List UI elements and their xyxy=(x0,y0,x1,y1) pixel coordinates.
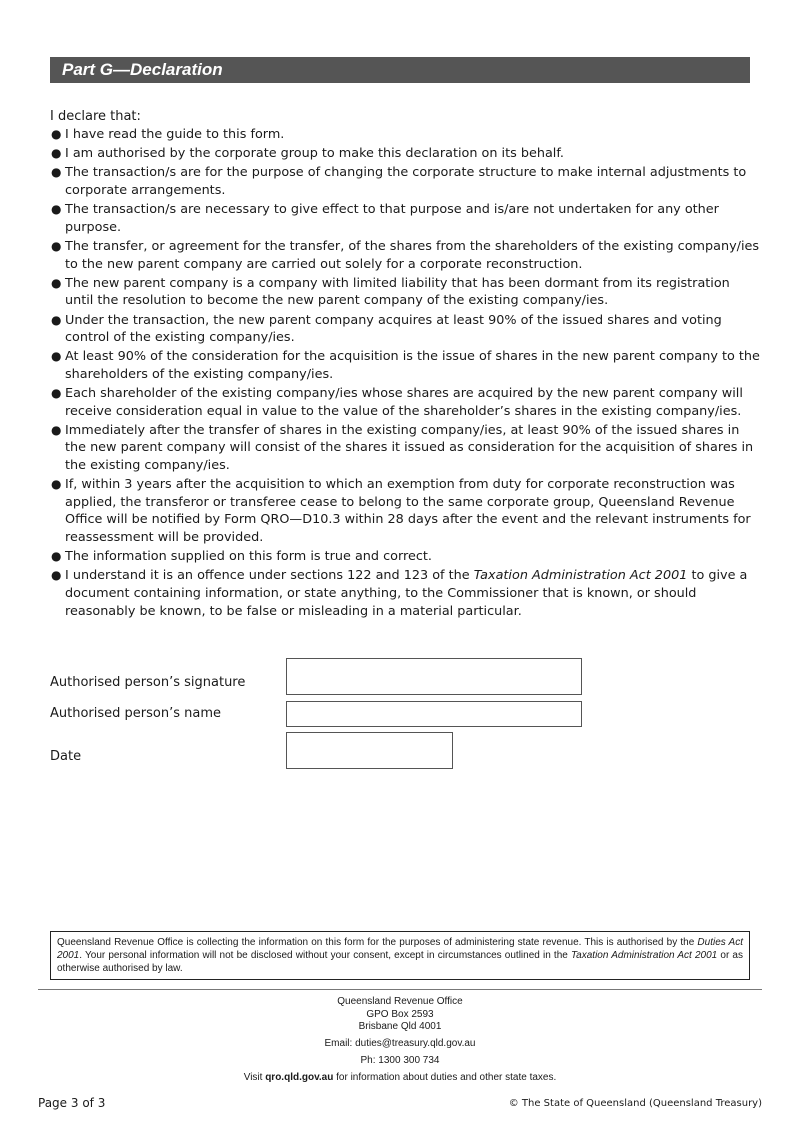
contact-visit xyxy=(0,1072,800,1084)
declaration-intro: I declare that: xyxy=(50,109,141,124)
list-item xyxy=(50,422,762,475)
list-item xyxy=(50,312,762,347)
name-field[interactable] xyxy=(286,701,582,727)
list-item xyxy=(50,476,762,546)
list-item xyxy=(50,201,762,236)
name-label: Authorised person’s name xyxy=(50,706,221,721)
offence-text-post: to give a document containing information, or state anything, to the Commissioner that is known, or should reasonably be known, to be false or misleading in a material particular. xyxy=(65,568,748,619)
signature-label: Authorised person’s signature xyxy=(50,675,246,690)
bullet-icon: ● xyxy=(51,422,62,437)
list-item xyxy=(50,348,762,383)
contact-city: Brisbane Qld 4001 xyxy=(358,1021,442,1032)
declaration-text: Immediately after the transfer of shares in the existing company/ies, at least 90% of the issued shares in the new parent company will consist of the shares it issued as consideration for the acquisition of shares in the existing company/ies. xyxy=(65,422,754,474)
visit-text: for information about duties and other state taxes. xyxy=(333,1072,557,1083)
list-item xyxy=(50,275,762,310)
declaration-text: The transaction/s are for the purpose of changing the corporate structure to make internal adjustments to corporate arrangements. xyxy=(65,165,747,198)
date-field[interactable] xyxy=(286,732,453,769)
list-item xyxy=(50,567,762,620)
list-item xyxy=(50,145,762,163)
contact-box: GPO Box 2593 xyxy=(366,1009,434,1020)
divider xyxy=(38,989,762,990)
list-item xyxy=(50,164,762,199)
privacy-text: or as otherwise authorised by law. xyxy=(57,950,743,974)
bullet-icon: ● xyxy=(51,275,62,290)
act-name: Taxation Administration Act 2001 xyxy=(473,568,688,584)
section-title: Part G—Declaration xyxy=(50,57,750,83)
privacy-text: . Your personal information will not be disclosed without your consent, except in circumstances outlined in the xyxy=(79,950,571,961)
bullet-icon: ● xyxy=(51,202,62,217)
declaration-text: I have read the guide to this form. xyxy=(65,127,285,142)
visit-text: Visit xyxy=(243,1072,266,1083)
bullet-icon: ● xyxy=(51,312,62,327)
declaration-text: The new parent company is a company with limited liability that has been dormant from its registration until the resolution to become the new parent company of the existing company/ies. xyxy=(65,275,730,309)
contact-phone: Ph: 1300 300 734 xyxy=(360,1055,440,1066)
list-item xyxy=(50,238,762,273)
bullet-icon: ● xyxy=(51,238,62,253)
list-item xyxy=(50,385,762,420)
date-label: Date xyxy=(50,749,82,764)
declaration-list xyxy=(50,126,762,622)
privacy-notice xyxy=(50,931,750,980)
declaration-text: At least 90% of the consideration for the acquisition is the issue of shares in the new parent company to the shareholders of the existing company/ies. xyxy=(65,349,760,382)
bullet-icon: ● xyxy=(51,568,62,583)
declaration-text: I am authorised by the corporate group to make this declaration on its behalf. xyxy=(65,146,564,162)
page-number: Page 3 of 3 xyxy=(38,1096,106,1110)
act-name: Taxation Administration Act 2001 xyxy=(570,950,718,961)
declaration-text: The information supplied on this form is true and correct. xyxy=(65,549,432,565)
bullet-icon: ● xyxy=(51,127,62,141)
bullet-icon: ● xyxy=(51,477,62,492)
list-item xyxy=(50,126,762,144)
act-name: Duties Act 2001 xyxy=(57,937,743,961)
declaration-text: If, within 3 years after the acquisition to which an exemption from duty for corporate reconstruction was applied, the transferor or transferee cease to belong to the same corporate group, Queensland Revenue Office will be notified by Form QRO—D10.3 within 28 days after the event and the relevant instruments for reassessment will be provided. xyxy=(65,477,751,545)
declaration-text: The transaction/s are necessary to give effect to that purpose and is/are not undertaken for any other purpose. xyxy=(65,202,719,235)
copyright: © The State of Queensland (Queensland Treasury) xyxy=(508,1098,762,1109)
declaration-text xyxy=(65,568,747,618)
declaration-text: Under the transaction, the new parent company acquires at least 90% of the issued shares and voting control of the existing company/ies. xyxy=(65,312,722,346)
declaration-text: The transfer, or agreement for the transfer, of the shares from the shareholders of the existing company/ies to the new parent company are carried out solely for a corporate reconstruction. xyxy=(65,238,760,272)
offence-text-pre: I understand it is an offence under sections 122 and 123 of the xyxy=(65,568,474,584)
website-link[interactable]: qro.qld.gov.au xyxy=(265,1072,334,1083)
declaration-text: Each shareholder of the existing company/ies whose shares are acquired by the new parent company will receive consideration equal in value to the value of the shareholder’s shares in the existing company/ies. xyxy=(65,386,743,419)
list-item xyxy=(50,548,762,566)
bullet-icon: ● xyxy=(51,349,62,364)
bullet-icon: ● xyxy=(51,549,62,564)
bullet-icon: ● xyxy=(51,165,62,180)
signature-field[interactable] xyxy=(286,658,582,695)
privacy-text: Queensland Revenue Office is collecting the information on this form for the purposes of administering state revenue. This is authorised by the xyxy=(57,937,698,948)
bullet-icon: ● xyxy=(51,386,62,401)
contact-email[interactable]: Email: duties@treasury.qld.gov.au xyxy=(324,1038,476,1049)
bullet-icon: ● xyxy=(51,146,62,161)
contact-org: Queensland Revenue Office xyxy=(337,996,463,1007)
